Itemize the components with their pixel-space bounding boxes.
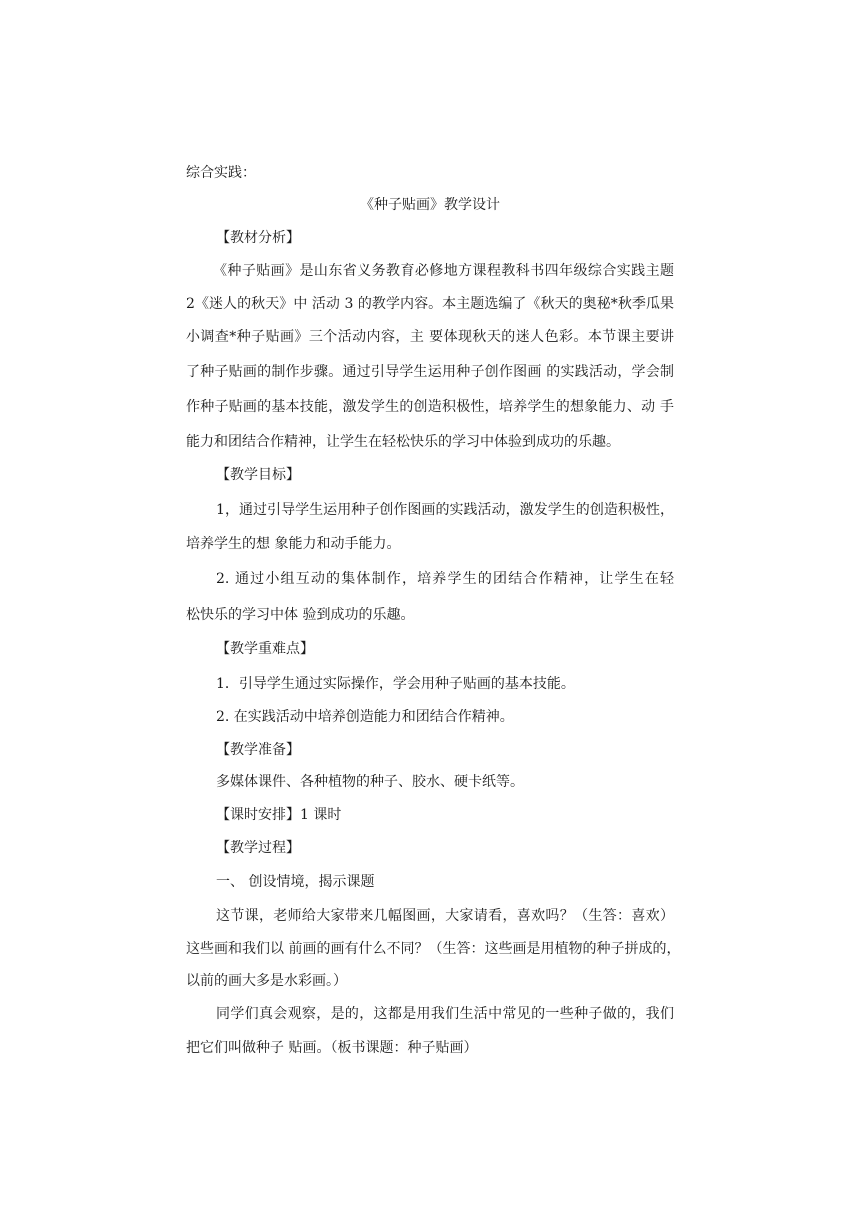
prep-line: 多媒体课件、各种植物的种子、胶水、硬卡纸等。 xyxy=(216,774,524,790)
goals-line: 2. 通过小组互动的集体制作，培养学生的团结合作精神，让学生在轻 xyxy=(216,571,674,587)
analysis-heading: 【教材分析】 xyxy=(216,230,300,246)
analysis-line: 小调查*种子贴画》三个活动内容，主 要体现秋天的迷人色彩。本节课主要讲 xyxy=(186,329,674,345)
prep-heading: 【教学准备】 xyxy=(216,742,300,758)
goals-heading: 【教学目标】 xyxy=(216,467,300,483)
analysis-line: 作种子贴画的基本技能，激发学生的创造积极性，培养学生的想象能力、动 手 xyxy=(186,399,674,415)
keypoints-line: 2. 在实践活动中培养创造能力和团结合作精神。 xyxy=(216,709,514,725)
doc-title: 《种子贴画》教学设计 xyxy=(360,197,500,213)
keypoints-heading: 【教学重难点】 xyxy=(216,641,314,657)
process-line: 同学们真会观察，是的，这都是用我们生活中常见的一些种子做的，我们 xyxy=(216,1006,674,1022)
process-subheading: 一、 创设情境，揭示课题 xyxy=(216,874,375,890)
goals-line: 培养学生的想 象能力和动手能力。 xyxy=(186,536,401,552)
analysis-line: 了种子贴画的制作步骤。通过引导学生运用种子创作图画 的实践活动，学会制 xyxy=(186,364,674,380)
goals-line: 松快乐的学习中体 验到成功的乐趣。 xyxy=(186,607,415,623)
analysis-line: 《种子贴画》是山东省义务教育必修地方课程教科书四年级综合实践主题 xyxy=(213,263,674,279)
process-line: 把它们叫做种子 贴画。（板书课题：种子贴画） xyxy=(186,1040,478,1056)
schedule-line: 【课时安排】1 课时 xyxy=(216,807,342,823)
doc-header: 综合实践： xyxy=(186,165,256,181)
analysis-line: 能力和团结合作精神，让学生在轻松快乐的学习中体验到成功的乐趣。 xyxy=(186,434,620,450)
process-line: 这些画和我们以 前画的画有什么不同？（生答：这些画是用植物的种子拼成的， xyxy=(186,941,681,957)
analysis-line: 2《迷人的秋天》中 活动 3 的教学内容。本主题选编了《秋天的奥秘*秋季瓜果 xyxy=(186,296,674,312)
goals-line: 1，通过引导学生运用种子创作图画的实践活动，激发学生的创造积极性， xyxy=(216,502,674,518)
keypoints-line: 1．引导学生通过实际操作，学会用种子贴画的基本技能。 xyxy=(216,676,575,692)
process-heading: 【教学过程】 xyxy=(216,840,300,856)
process-line: 以前的画大多是水彩画。） xyxy=(186,973,347,989)
process-line: 这节课，老师给大家带来几幅图画，大家请看，喜欢吗？（生答：喜欢） xyxy=(216,908,674,924)
